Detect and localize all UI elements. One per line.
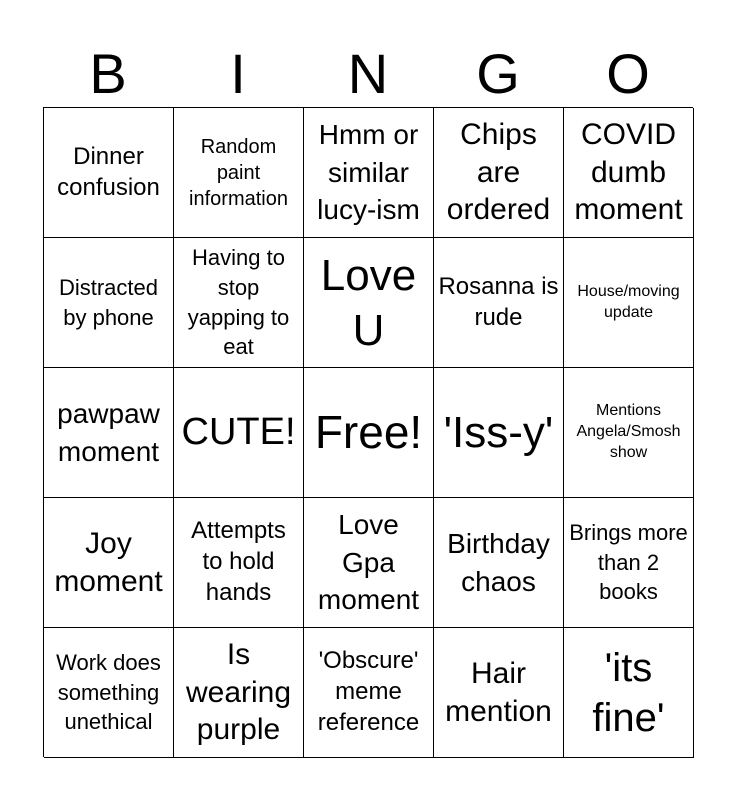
header-letter-g: G <box>476 42 520 105</box>
bingo-cell[interactable] <box>44 498 174 628</box>
cell-label: Birthday chaos <box>447 527 550 597</box>
cell-label: Love U <box>320 250 417 355</box>
cell-label: Attempts to hold hands <box>191 517 286 606</box>
bingo-cell[interactable] <box>174 498 304 628</box>
bingo-cell[interactable] <box>304 628 434 758</box>
cell-label: CUTE! <box>181 410 296 453</box>
bingo-header <box>43 40 693 108</box>
header-letter-o: O <box>606 42 650 105</box>
cell-label: Rosanna is rude <box>438 272 559 331</box>
cell-label: Hmm or similar lucy-ism <box>317 118 420 226</box>
cell-label: Having to stop yapping to eat <box>187 245 290 360</box>
bingo-cell[interactable] <box>44 368 174 498</box>
bingo-cell[interactable] <box>304 368 434 498</box>
bingo-cell[interactable] <box>434 498 564 628</box>
bingo-cell[interactable] <box>174 108 304 238</box>
bingo-cell[interactable] <box>434 108 564 238</box>
header-letter-i: I <box>230 42 246 105</box>
cell-label: Work does something unethical <box>56 649 161 735</box>
bingo-cell[interactable] <box>174 628 304 758</box>
header-letter-n: N <box>347 42 389 105</box>
cell-label: COVID dumb moment <box>574 118 683 227</box>
cell-label: Random paint information <box>189 135 288 210</box>
cell-label: Hair mention <box>445 657 552 728</box>
bingo-cell[interactable] <box>564 238 694 368</box>
bingo-cell[interactable] <box>434 238 564 368</box>
bingo-cell[interactable] <box>304 238 434 368</box>
cell-label: Love Gpa moment <box>317 508 420 616</box>
bingo-cell[interactable] <box>434 368 564 498</box>
bingo-cell[interactable] <box>564 368 694 498</box>
bingo-cell[interactable] <box>44 108 174 238</box>
cell-label: Joy moment <box>54 527 163 598</box>
bingo-cell[interactable] <box>304 498 434 628</box>
bingo-cell[interactable] <box>564 628 694 758</box>
cell-label: pawpaw moment <box>57 397 160 467</box>
cell-label: Mentions Angela/Smosh show <box>576 402 681 461</box>
cell-label: House/moving update <box>577 282 680 321</box>
cell-label: 'Obscure' meme reference <box>317 647 420 736</box>
cell-label: Brings more than 2 books <box>569 519 688 605</box>
bingo-cell[interactable] <box>174 368 304 498</box>
bingo-cell[interactable] <box>44 238 174 368</box>
bingo-board <box>43 107 693 757</box>
bingo-cell[interactable] <box>434 628 564 758</box>
cell-label: Distracted by phone <box>58 274 159 330</box>
cell-label: 'its fine' <box>592 645 665 740</box>
bingo-cell[interactable] <box>44 628 174 758</box>
cell-label free-space: Free! <box>314 406 423 459</box>
bingo-cell[interactable] <box>564 108 694 238</box>
cell-label: Is wearing purple <box>185 638 292 747</box>
bingo-cell[interactable] <box>174 238 304 368</box>
bingo-cell[interactable] <box>304 108 434 238</box>
cell-label: Dinner confusion <box>57 142 160 201</box>
header-letter-b: B <box>89 42 127 105</box>
bingo-cell[interactable] <box>564 498 694 628</box>
cell-label: 'Iss-y' <box>443 408 554 457</box>
cell-label: Chips are ordered <box>446 118 551 227</box>
